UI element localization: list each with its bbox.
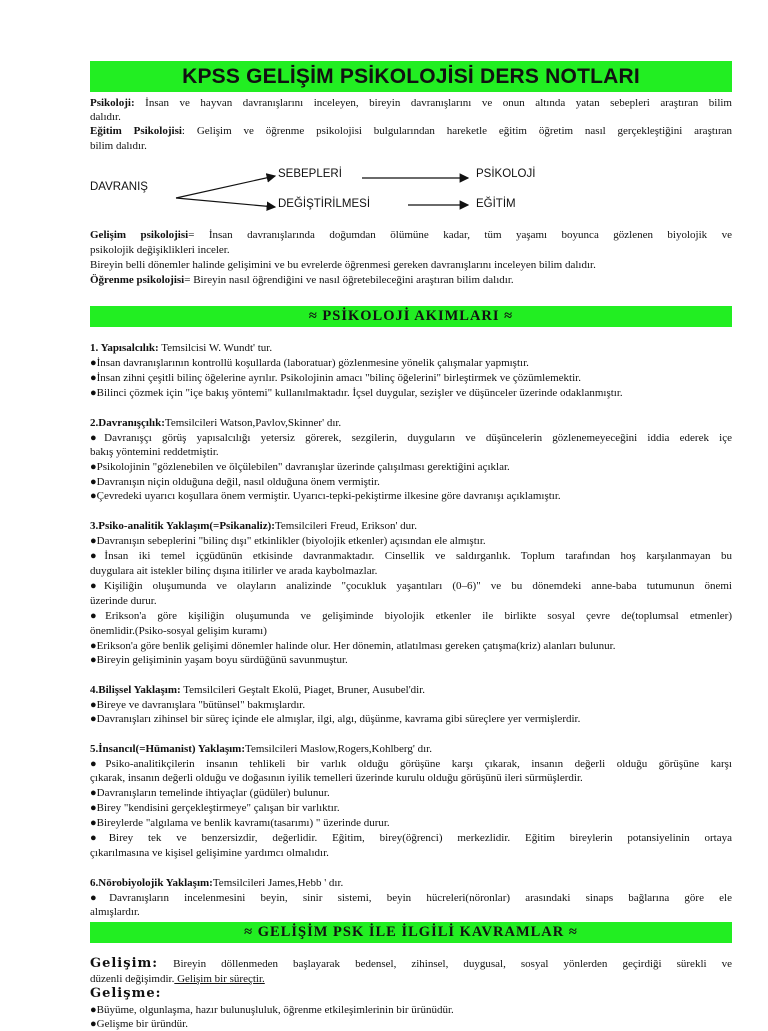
list-item: ●Birey "kendisini gerçekleştirmeye" çalışan bir varlıktır. — [90, 802, 340, 814]
diagram-top-result: PSİKOLOJİ — [476, 168, 536, 180]
list-item: ●Bireyin gelişiminin yaşam boyu sürdüğünü savunmuştur. — [90, 654, 348, 666]
akim5-representatives: Temsilcileri Maslow,Rogers,Kohlberg' dır. — [245, 743, 432, 755]
akim4-heading — [90, 683, 732, 697]
akim6-title: 6.Nörobiyolojik Yaklaşım: — [90, 877, 213, 889]
list-item: ●Çevredeki uyarıcı koşullara önem vermiştir. Uyarıcı-tepki-pekiştirme ilkesine göre davranışı açıklamıştır. — [90, 490, 561, 502]
list-item: ●Bireylerde "algılama ve benlik kavramı(tasarımı) " üzerinde durur. — [90, 817, 390, 829]
list-item: ●Birey tek ve benzersizdir, değerlidir. Eğitim, birey(öğrenci) merkezlidir. Eğitim bireylerin potansiyelinin ortaya — [90, 832, 732, 844]
akim3-title: 3.Psiko-analitik Yaklaşım(=Psikanaliz): — [90, 520, 275, 532]
page-title: KPSS GELİŞİM PSİKOLOJİSİ DERS NOTLARI — [90, 61, 732, 92]
gelisim-text: Bireyin döllenmeden başlayarak bedensel, zihinsel, duygusal, sosyal yönlerden geçirdiği sürekli ve — [158, 958, 732, 970]
list-item: ●Davranışın sebeplerini "bilinç dışı" etkinlikler (biyolojik etkenler) açısından ele almıştır. — [90, 535, 486, 547]
akim2-heading — [90, 416, 732, 430]
list-item: ●Büyüme, olgunlaşma, hazır bulunuşluluk, öğrenme etkileşimlerinin bir ürünüdür. — [90, 1004, 454, 1016]
psikoloji-definition-line2: dalıdır. — [90, 111, 121, 123]
psikoloji-text: İnsan ve hayvan davranışlarını inceleyen, bireyin davranışlarını ve onun altında yatan sebepleri araştıran bilim — [134, 97, 732, 109]
gelisme-heading — [90, 986, 732, 1002]
list-item-cont: duygulara ait istekler bilinç dışına itilirler ve arada kaybolmazlar. — [90, 565, 378, 577]
list-item: ●Bireye ve davranışlara "bütünsel" bakmışlardır. — [90, 699, 306, 711]
akim1-title: 1. Yapısalcılık: — [90, 342, 159, 354]
akim5-title: 5.İnsancıl(=Hümanist) Yaklaşım: — [90, 743, 245, 755]
arrow-to-sebepleri — [176, 176, 275, 198]
akim2-title: 2.Davranışçılık: — [90, 417, 165, 429]
ogrenme-psk-term: Öğrenme psikolojisi — [90, 274, 185, 286]
list-item: ●Davranışın niçin olduğuna değil, nasıl olduğuna önem vermiştir. — [90, 476, 380, 488]
diagram-bottom-label: DEĞİŞTİRİLMESİ — [278, 198, 371, 210]
list-item: ●Erikson'a göre benlik gelişimi dönemler halinde olur. Her dönemin, atlatılması gereken çatışma(kriz) alanları bulunur. — [90, 640, 616, 652]
list-item: ●İnsan zihni çeşitli bilinç öğelerine ayrılır. Psikolojinin amacı "bilinç öğelerini" birleştirmek ve çözümlemektir. — [90, 372, 581, 384]
egitim-term: Eğitim Psikolojisi — [90, 125, 182, 137]
list-item: ●İnsan iki temel içgüdünün etkisinde davranmaktadır. Cinsellik ve saldırganlık. Toplum tarafından hoş karşılanmayan bu — [90, 550, 732, 562]
diagram-arrows — [0, 0, 768, 230]
akim6-heading — [90, 876, 732, 890]
akim1-heading — [90, 341, 732, 355]
diagram-bottom-result: EĞİTİM — [476, 198, 516, 210]
gelisim-definition-line2 — [90, 972, 732, 986]
psikoloji-term: Psikoloji: — [90, 97, 135, 109]
section-banner-akimlar: ≈ PSİKOLOJİ AKIMLARI ≈ — [90, 306, 732, 327]
list-item: ●İnsan davranışlarının kontrollü koşullarda (laboratuar) gözlenmesine yönelik çalışmalar yapmıştır. — [90, 357, 529, 369]
gelisim-definition-line1 — [90, 956, 732, 972]
gelisim-surec-underlined: Gelişim bir süreçtir. — [174, 973, 265, 985]
list-item: ●Psikolojinin "gözlenebilen ve ölçülebilen" davranışlar üzerinde çalışılması gerektiğini açıklar. — [90, 461, 510, 473]
list-item-cont: çıkarılmasına ve kişisel gelişimine yardımcı olmalıdır. — [90, 847, 329, 859]
diagram-root-label: DAVRANIŞ — [90, 181, 148, 193]
gelisim-psk-line1 — [90, 228, 732, 242]
akim4-title: 4.Bilişsel Yaklaşım: — [90, 684, 181, 696]
ogrenme-psk-text: = Bireyin nasıl öğrendiğini ve nasıl öğretebileceğini araştıran bilim dalıdır. — [184, 274, 514, 286]
gelisim-text-cont: düzenli değişimdir. — [90, 973, 175, 985]
egitim-definition-line2: bilim dalıdır. — [90, 140, 147, 152]
list-item: ●Erikson'a göre kişiliğin oluşumunda ve gelişiminde biyolojik etkenler ile birlikte sosyal çevre de(toplumsal etmenler) — [90, 610, 732, 622]
gelisim-psk-line2: psikolojik değişiklikleri inceler. — [90, 244, 230, 256]
list-item: ●Davranışçı görüş yapısalcılığı yetersiz görerek, sezgilerin, duyguların ve düşüncelerin gözlenemeyeceğini iddia ederek içe — [90, 432, 732, 444]
akim6-representatives: Temsilcileri James,Hebb ' dır. — [212, 877, 344, 889]
list-item: ●Psiko-analitikçilerin insanın tehlikeli bir varlık olduğu görüşüne karşı çıkarak, insanın değerli olduğu görüşüne karşı — [90, 758, 732, 770]
akim1-representatives: Temsilcisi W. Wundt' tur. — [158, 342, 273, 354]
list-item-cont: üzerinde durur. — [90, 595, 157, 607]
akim2-representatives: Temsilcileri Watson,Pavlov,Skinner' dır. — [164, 417, 342, 429]
arrow-to-degistirilmesi — [176, 198, 275, 207]
egitim-text: : Gelişim ve öğrenme psikolojisi bulgularından hareketle eğitim öğretim nasıl gerçekleştiğini araştıran — [181, 125, 732, 137]
list-item: ●Bilinci çözmek için "içe bakış yöntemi" kullanılmaktadır. İçsel duygular, sezişler ve düşünceler üzerinde odaklanmıştır. — [90, 387, 623, 399]
list-item-cont: almışlardır. — [90, 906, 140, 918]
gelisim-psk-term: Gelişim psikolojisi — [90, 229, 189, 241]
akim3-representatives: Temsilcileri Freud, Erikson' dur. — [274, 520, 417, 532]
list-item: ●Davranışları zihinsel bir süreç içinde ele almışlar, ilgi, algı, düşünme, kavrama gibi süreçlere yer vermişlerdir. — [90, 713, 581, 725]
list-item-cont: çıkarak, insanın değerli olduğu ve doğasının iyilik temelleri üzerinde kurulu olduğu görüşünü ileri sürmüşlerdir. — [90, 772, 583, 784]
diagram-top-label: SEBEPLERİ — [278, 168, 342, 180]
akim5-heading — [90, 742, 732, 756]
list-item-cont: önemlidir.(Psiko-sosyal gelişim kuramı) — [90, 625, 267, 637]
section-banner-kavramlar: ≈ GELİŞİM PSK İLE İLGİLİ KAVRAMLAR ≈ — [90, 922, 732, 943]
akim3-heading — [90, 519, 732, 533]
gelisme-term: Gelişme: — [90, 986, 162, 1001]
gelisim-psk-line3: Bireyin belli dönemler halinde gelişimini ve bu evrelerde öğrenmesi gereken davranışlarını inceleyen bilim dalıdır. — [90, 259, 596, 271]
akim4-representatives: Temsilcileri Geştalt Ekolü, Piaget, Bruner, Ausubel'dir. — [180, 684, 426, 696]
ogrenme-psk-line — [90, 273, 732, 287]
list-item: ●Gelişme bir üründür. — [90, 1018, 188, 1030]
gelisim-psk-text: = İnsan davranışlarında doğumdan ölümüne kadar, tüm yaşamı boyunca gözlenen biyolojik ve — [188, 229, 732, 241]
list-item: ●Davranışların incelenmesini beyin, sinir sistemi, beyin hücreleri(nöronlar) arasındaki sinaps bağlarına göre ele — [90, 892, 732, 904]
gelisim-term: Gelişim: — [90, 956, 159, 971]
list-item: ●Kişiliğin oluşumunda ve olayların analizinde "çocukluk yaşantıları (0–6)" ve bu dönemdeki anne-baba tutumunun önemi — [90, 580, 732, 592]
list-item-cont: bakış yöntemini reddetmiştir. — [90, 446, 219, 458]
list-item: ●Davranışların temelinde ihtiyaçlar (güdüler) bulunur. — [90, 787, 330, 799]
